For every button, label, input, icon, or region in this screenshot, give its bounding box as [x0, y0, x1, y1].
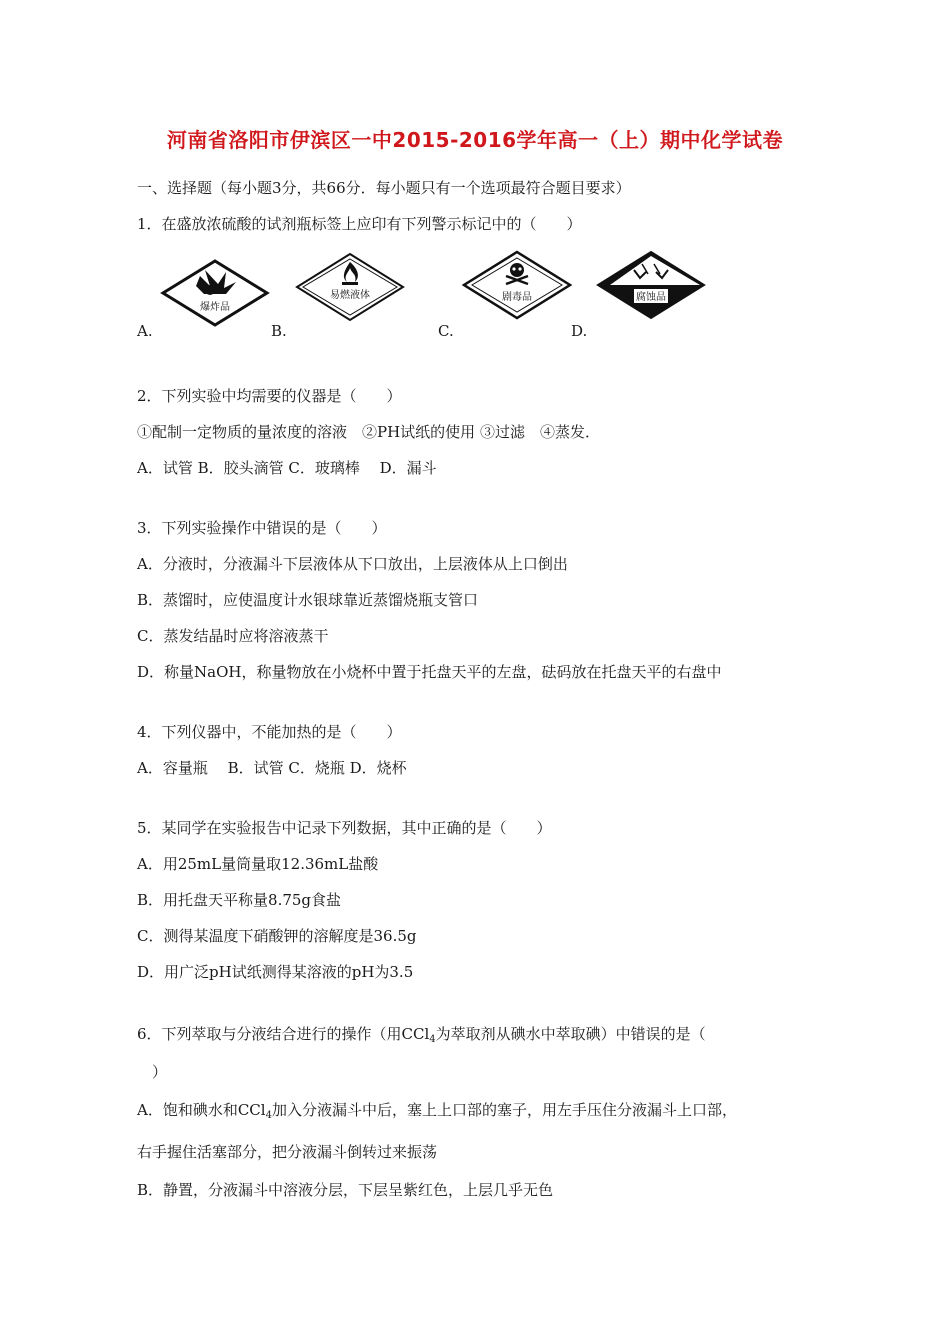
q5-option-a[interactable]: A．用25mL量筒量取12.36mL盐酸	[137, 855, 379, 873]
section-heading: 一、选择题（每小题3分，共66分．每小题只有一个选项最符合题目要求）	[137, 179, 631, 197]
sign-label-flammable: 易燃液体	[330, 290, 370, 301]
flammable-liquid-sign-icon	[295, 252, 405, 322]
q4-stem: 4．下列仪器中，不能加热的是（ ）	[137, 723, 402, 741]
q6-stem-continuation: ）	[137, 1063, 168, 1081]
q5-option-b[interactable]: B．用托盘天平称量8.75g食盐	[137, 891, 342, 909]
explosive-sign-icon	[160, 258, 270, 328]
q6-stem-pre: 6．下列萃取与分液结合进行的操作（用CCl	[137, 1025, 430, 1043]
q5-option-c[interactable]: C．测得某温度下硝酸钾的溶解度是36.5g	[137, 927, 417, 945]
q3-stem: 3．下列实验操作中错误的是（ ）	[137, 519, 387, 537]
toxic-sign-icon	[462, 250, 572, 320]
q5-option-d[interactable]: D．用广泛pH试纸测得某溶液的pH为3.5	[137, 963, 414, 981]
q3-option-a[interactable]: A．分液时，分液漏斗下层液体从下口放出，上层液体从上口倒出	[137, 555, 568, 573]
q2-stem: 2．下列实验中均需要的仪器是（ ）	[137, 387, 402, 405]
q6-a-pre: A．饱和碘水和CCl	[137, 1101, 266, 1119]
q3-option-b[interactable]: B．蒸馏时，应使温度计水银球靠近蒸馏烧瓶支管口	[137, 591, 479, 609]
q6-a-post: 加入分液漏斗中后，塞上上口部的塞子，用左手压住分液漏斗上口部，	[271, 1101, 737, 1119]
exam-title: 河南省洛阳市伊滨区一中2015-2016学年高一（上）期中化学试卷	[166, 128, 784, 152]
sign-label-corrosive: 腐蚀品	[636, 292, 666, 303]
q1-option-a[interactable]: A.	[137, 322, 153, 340]
q5-stem: 5．某同学在实验报告中记录下列数据，其中正确的是（ ）	[137, 819, 552, 837]
q6-stem-post: 为萃取剂从碘水中萃取碘）中错误的是（	[435, 1025, 706, 1043]
q6-a-subscript: 4	[265, 1110, 272, 1121]
q6-option-a[interactable]	[137, 1100, 737, 1126]
q1-stem: 1．在盛放浓硫酸的试剂瓶标签上应印有下列警示标记中的（ ）	[137, 215, 582, 233]
sign-label-explosive: 爆炸品	[200, 302, 230, 313]
corrosive-sign-icon	[596, 250, 706, 320]
q3-option-c[interactable]: C．蒸发结晶时应将溶液蒸干	[137, 627, 329, 645]
q6-stem	[137, 1024, 706, 1050]
q6-option-b[interactable]: B．静置，分液漏斗中溶液分层，下层呈紫红色，上层几乎无色	[137, 1181, 554, 1199]
q6-option-a-continuation: 右手握住活塞部分，把分液漏斗倒转过来振荡	[137, 1143, 438, 1161]
q2-options: A．试管 B．胶头滴管 C．玻璃棒 D．漏斗	[137, 459, 437, 477]
q6-subscript: 4	[429, 1034, 436, 1045]
q3-option-d[interactable]: D．称量NaOH，称量物放在小烧杯中置于托盘天平的左盘，砝码放在托盘天平的右盘中	[137, 663, 722, 681]
q1-option-d[interactable]: D.	[571, 322, 588, 340]
q4-options: A．容量瓶 B．试管 C．烧瓶 D．烧杯	[137, 759, 407, 777]
q2-items: ①配制一定物质的量浓度的溶液 ②PH试纸的使用 ③过滤 ④蒸发．	[137, 423, 600, 441]
q1-option-c[interactable]: C.	[438, 322, 454, 340]
q1-option-b[interactable]: B.	[271, 322, 287, 340]
sign-label-toxic: 剧毒品	[502, 292, 532, 303]
